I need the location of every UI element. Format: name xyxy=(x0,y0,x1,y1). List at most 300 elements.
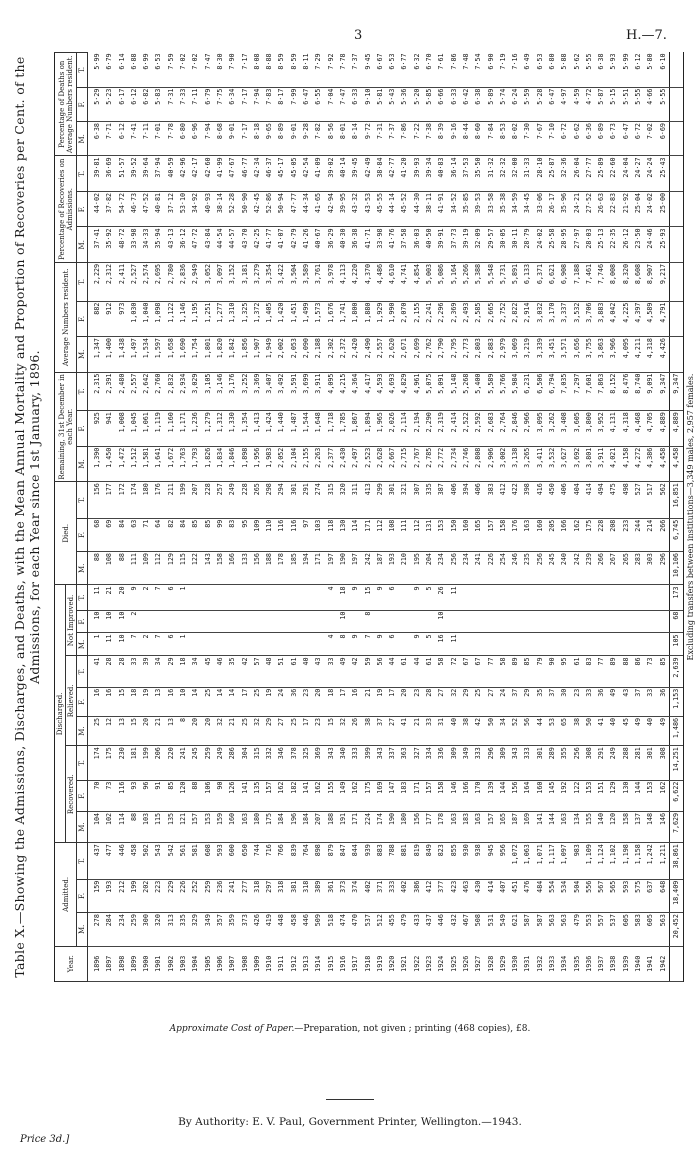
value-cell: 1 xyxy=(177,585,189,610)
value-cell: 5,589 xyxy=(485,372,497,411)
value-cell: 304 xyxy=(239,746,251,780)
value-cell xyxy=(607,610,619,633)
value-cell: 3,591 xyxy=(288,372,300,411)
value-cell: 249 xyxy=(607,746,619,780)
value-cell: 45·17 xyxy=(275,156,287,192)
value-cell xyxy=(398,610,410,633)
value-cell: 581 xyxy=(189,843,201,880)
value-cell xyxy=(312,585,324,610)
value-cell: 29·57 xyxy=(485,227,497,262)
value-cell: 5·28 xyxy=(534,87,546,121)
value-cell: 2,760 xyxy=(152,372,164,411)
value-cell: 28 xyxy=(116,656,128,687)
value-cell xyxy=(583,585,595,610)
value-cell: 41·09 xyxy=(312,156,324,192)
value-cell: 34·45 xyxy=(521,192,533,227)
value-cell: 470 xyxy=(349,913,361,946)
value-cell: 2,229 xyxy=(88,262,104,301)
year-cell: 1923 xyxy=(423,946,435,981)
value-cell: 333 xyxy=(386,879,398,912)
value-cell: 39 xyxy=(140,656,152,687)
value-cell: 5,075 xyxy=(423,372,435,411)
value-cell: 3,883 xyxy=(595,301,607,336)
value-cell: 941 xyxy=(103,411,115,446)
value-cell: 2,715 xyxy=(398,446,410,481)
value-cell: 3,152 xyxy=(226,262,238,301)
value-cell: 27·77 xyxy=(583,156,595,192)
value-cell: 7·48 xyxy=(460,53,472,88)
value-cell: 9 xyxy=(374,633,386,656)
value-cell: 1,102 xyxy=(607,843,619,880)
value-cell: 882 xyxy=(88,301,104,336)
value-cell: 244 xyxy=(632,518,644,551)
value-cell: 121 xyxy=(177,811,189,842)
value-cell: 46·77 xyxy=(239,156,251,192)
value-cell: 6·12 xyxy=(116,122,128,156)
value-cell: 9 xyxy=(128,585,140,610)
value-cell: 2,155 xyxy=(300,446,312,481)
sub-header-f: F. xyxy=(77,610,88,633)
value-cell: 1,800 xyxy=(349,301,361,336)
value-cell: 35·38 xyxy=(497,192,509,227)
value-cell: 4,225 xyxy=(620,301,632,336)
value-cell xyxy=(374,610,386,633)
value-cell: 171 xyxy=(362,518,374,551)
value-cell: 61 xyxy=(398,656,410,687)
value-cell: 143 xyxy=(202,552,214,585)
value-cell xyxy=(546,633,558,656)
value-cell: 605 xyxy=(644,913,656,946)
value-cell: 36 xyxy=(595,687,607,716)
value-cell: 44 xyxy=(534,716,546,745)
total-cell xyxy=(669,227,683,262)
value-cell: 8·01 xyxy=(337,122,349,156)
value-cell: 6,371 xyxy=(534,262,546,301)
value-cell: 47·67 xyxy=(226,156,238,192)
value-cell: 17 xyxy=(239,687,251,716)
table-row xyxy=(239,53,251,982)
value-cell xyxy=(152,610,164,633)
value-cell: 34·33 xyxy=(140,227,152,262)
value-cell: 6,908 xyxy=(558,262,570,301)
value-cell: 41 xyxy=(595,716,607,745)
value-cell: 177 xyxy=(103,482,115,519)
value-cell: 21 xyxy=(362,687,374,716)
col-pct-recoveries: Percentage of Recoveries on Admissions. xyxy=(55,156,77,262)
value-cell xyxy=(534,633,546,656)
value-cell: 22·35 xyxy=(607,227,619,262)
value-cell: 1,119 xyxy=(152,411,164,446)
value-cell: 398 xyxy=(521,482,533,519)
value-cell: 554 xyxy=(546,879,558,912)
value-cell: 47·52 xyxy=(140,192,152,227)
value-cell: 7·61 xyxy=(435,53,447,88)
value-cell: 32·00 xyxy=(509,156,521,192)
value-cell: 823 xyxy=(435,843,447,880)
value-cell: 185 xyxy=(288,552,300,585)
value-cell: 6·80 xyxy=(546,53,558,88)
year-cell: 1897 xyxy=(103,946,115,981)
value-cell: 1,171 xyxy=(177,411,189,446)
value-cell: 8·68 xyxy=(214,122,226,156)
value-cell: 5·36 xyxy=(398,87,410,121)
table-row xyxy=(435,53,447,982)
value-cell: 3,911 xyxy=(312,372,324,411)
value-cell: 289 xyxy=(546,746,558,780)
value-cell: 7·02 xyxy=(189,53,201,88)
value-cell: 1,251 xyxy=(202,301,214,336)
value-cell: 120 xyxy=(607,811,619,842)
value-cell: 2,497 xyxy=(349,446,361,481)
value-cell: 5,984 xyxy=(509,372,521,411)
value-cell: 374 xyxy=(349,879,361,912)
value-cell: 451 xyxy=(509,879,521,912)
value-cell: 13 xyxy=(116,716,128,745)
value-cell: 7,035 xyxy=(558,372,570,411)
sub-header-f: F. xyxy=(77,879,88,912)
value-cell: 2,832 xyxy=(165,372,177,411)
value-cell: 42·17 xyxy=(189,156,201,192)
value-cell: 5·83 xyxy=(152,87,164,121)
value-cell: 7·78 xyxy=(337,53,349,88)
value-cell: 4,589 xyxy=(644,301,656,336)
value-cell: 28·95 xyxy=(558,227,570,262)
value-cell: 112 xyxy=(152,552,164,585)
value-cell: 1,512 xyxy=(128,446,140,481)
value-cell: 133 xyxy=(239,552,251,585)
value-cell xyxy=(325,610,337,633)
value-cell: 20 xyxy=(116,585,128,610)
value-cell: 1,045 xyxy=(128,411,140,446)
value-cell: 567 xyxy=(595,879,607,912)
value-cell: 956 xyxy=(497,843,509,880)
value-cell: 1,242 xyxy=(644,843,656,880)
value-cell: 99 xyxy=(214,518,226,551)
value-cell: 163 xyxy=(448,811,460,842)
value-cell: 7·38 xyxy=(423,122,435,156)
value-cell: 41·99 xyxy=(214,156,226,192)
value-cell: 378 xyxy=(288,746,300,780)
value-cell: 9 xyxy=(374,585,386,610)
value-cell: 2,188 xyxy=(312,337,324,372)
value-cell: 9,091 xyxy=(644,372,656,411)
value-cell: 1,124 xyxy=(595,843,607,880)
value-cell: 151 xyxy=(595,780,607,811)
value-cell: 8,320 xyxy=(620,262,632,301)
value-cell: 228 xyxy=(595,518,607,551)
value-cell: 39·52 xyxy=(128,156,140,192)
value-cell: 5·62 xyxy=(571,53,583,88)
value-cell: 337 xyxy=(386,746,398,780)
col-recovered: Recovered. xyxy=(66,746,77,843)
value-cell: 498 xyxy=(620,482,632,519)
value-cell: 7·22 xyxy=(411,122,423,156)
value-cell: 294 xyxy=(275,482,287,519)
value-cell: 109 xyxy=(140,552,152,585)
value-cell: 26·04 xyxy=(571,156,583,192)
value-cell: 157 xyxy=(189,811,201,842)
value-cell: 44·54 xyxy=(214,227,226,262)
value-cell: 389 xyxy=(312,879,324,912)
value-cell: 333 xyxy=(472,746,484,780)
cost-label: Approximate Cost of Paper. xyxy=(169,1024,295,1034)
sub-header-t: T. xyxy=(77,843,88,880)
value-cell: 1,834 xyxy=(214,446,226,481)
value-cell: 7·37 xyxy=(386,122,398,156)
value-cell: 517 xyxy=(644,482,656,519)
value-cell: 2,302 xyxy=(325,337,337,372)
value-cell: 912 xyxy=(103,301,115,336)
value-cell: 4,158 xyxy=(620,446,632,481)
value-cell: 45·05 xyxy=(288,156,300,192)
value-cell: 340 xyxy=(337,746,349,780)
value-cell: 206 xyxy=(152,746,164,780)
value-cell: 25·87 xyxy=(546,156,558,192)
value-cell: 2,319 xyxy=(435,411,447,446)
value-cell: 508 xyxy=(472,913,484,946)
value-cell: 2,914 xyxy=(521,301,533,336)
value-cell: 346 xyxy=(275,746,287,780)
value-cell xyxy=(263,633,275,656)
value-cell: 301 xyxy=(534,746,546,780)
value-cell xyxy=(632,610,644,633)
value-cell: 111 xyxy=(128,552,140,585)
value-cell: 3,176 xyxy=(226,372,238,411)
value-cell: 3,279 xyxy=(251,262,263,301)
value-cell: 1,211 xyxy=(657,843,670,880)
table-row xyxy=(460,53,472,982)
value-cell: 245 xyxy=(189,746,201,780)
value-cell: 5·80 xyxy=(644,53,656,88)
value-cell: 242 xyxy=(362,552,374,585)
value-cell: 303 xyxy=(644,552,656,585)
value-cell: 83 xyxy=(226,518,238,551)
value-cell: 44·02 xyxy=(88,192,104,227)
year-cell: 1902 xyxy=(165,946,177,981)
value-cell: 22·60 xyxy=(607,156,619,192)
value-cell: 265 xyxy=(620,552,632,585)
value-cell: 8·14 xyxy=(349,122,361,156)
value-cell: 6·42 xyxy=(460,87,472,121)
value-cell: 192 xyxy=(558,780,570,811)
value-cell: 3,369 xyxy=(251,372,263,411)
value-cell: 37·82 xyxy=(103,192,115,227)
value-cell: 28 xyxy=(423,687,435,716)
value-cell: 7·16 xyxy=(509,53,521,88)
value-cell xyxy=(202,610,214,633)
value-cell: 300 xyxy=(140,913,152,946)
value-cell: 474 xyxy=(337,913,349,946)
value-cell: 437 xyxy=(88,843,104,880)
value-cell: 37·41 xyxy=(88,227,104,262)
value-cell: 1,279 xyxy=(202,411,214,446)
value-cell: 2,557 xyxy=(128,372,140,411)
sub-header-t: T. xyxy=(77,262,88,301)
total-cell: 18,409 xyxy=(669,879,683,912)
value-cell: 27 xyxy=(485,687,497,716)
value-cell: 145 xyxy=(546,780,558,811)
year-cell: 1932 xyxy=(534,946,546,981)
value-cell: 42·60 xyxy=(202,156,214,192)
value-cell: 7·29 xyxy=(312,53,324,88)
value-cell: 2,557 xyxy=(374,337,386,372)
value-cell: 296 xyxy=(485,746,497,780)
value-cell: 608 xyxy=(202,843,214,880)
value-cell: 7·17 xyxy=(239,53,251,88)
sub-header-t: T. xyxy=(77,656,88,687)
value-cell: 40 xyxy=(644,716,656,745)
value-cell: 7·71 xyxy=(103,122,115,156)
value-cell: 10 xyxy=(88,610,104,633)
value-cell: 557 xyxy=(595,913,607,946)
value-cell: 4 xyxy=(325,633,337,656)
value-cell: 29 xyxy=(521,687,533,716)
value-cell xyxy=(275,610,287,633)
value-cell: 234 xyxy=(116,913,128,946)
value-cell: 4,397 xyxy=(632,301,644,336)
value-cell: 7·82 xyxy=(312,122,324,156)
value-cell: 4·97 xyxy=(558,87,570,121)
value-cell xyxy=(521,585,533,610)
value-cell: 95 xyxy=(239,518,251,551)
total-cell: 4,889 xyxy=(669,411,683,446)
value-cell: 3,706 xyxy=(583,301,595,336)
value-cell: 5,400 xyxy=(472,372,484,411)
value-cell: 2,808 xyxy=(472,446,484,481)
value-cell: 223 xyxy=(152,879,164,912)
value-cell: 241 xyxy=(472,552,484,585)
value-cell xyxy=(288,585,300,610)
value-cell: 320 xyxy=(152,913,164,946)
value-cell: 29 xyxy=(460,687,472,716)
value-cell: 450 xyxy=(546,482,558,519)
value-cell: 25 xyxy=(239,716,251,745)
year-cell: 1931 xyxy=(521,946,533,981)
value-cell: 318 xyxy=(251,879,263,912)
value-cell: 21·92 xyxy=(620,192,632,227)
value-cell xyxy=(595,633,607,656)
value-cell xyxy=(214,633,226,656)
value-cell: 301 xyxy=(644,746,656,780)
value-cell: 84 xyxy=(177,518,189,551)
value-cell: 1,544 xyxy=(300,411,312,446)
value-cell: 77 xyxy=(595,656,607,687)
value-cell: 41·65 xyxy=(312,192,324,227)
value-cell: 309 xyxy=(497,746,509,780)
value-cell: 527 xyxy=(632,482,644,519)
value-cell xyxy=(571,585,583,610)
value-cell: 41·76 xyxy=(386,227,398,262)
divider xyxy=(326,1099,374,1100)
value-cell xyxy=(423,610,435,633)
value-cell: 104 xyxy=(88,811,104,842)
value-cell: 25·43 xyxy=(657,156,670,192)
statistics-table xyxy=(54,52,684,982)
value-cell xyxy=(226,610,238,633)
value-cell: 226 xyxy=(485,552,497,585)
table-row xyxy=(325,53,337,982)
value-cell: 2,785 xyxy=(423,446,435,481)
value-cell: 103 xyxy=(312,518,324,551)
value-cell: 155 xyxy=(583,811,595,842)
value-cell: 881 xyxy=(398,843,410,880)
year-cell: 1926 xyxy=(460,946,472,981)
value-cell xyxy=(202,585,214,610)
value-cell: 1,347 xyxy=(88,337,104,372)
value-cell xyxy=(657,585,670,610)
value-cell xyxy=(460,585,472,610)
value-cell: 2,699 xyxy=(411,337,423,372)
value-cell: 7,461 xyxy=(583,262,595,301)
value-cell: 534 xyxy=(558,879,570,912)
value-cell: 240 xyxy=(558,552,570,585)
value-cell: 25 xyxy=(251,687,263,716)
rotated-table-region xyxy=(12,52,695,982)
value-cell: 24·27 xyxy=(632,156,644,192)
value-cell: 7·01 xyxy=(152,122,164,156)
value-cell: 6·53 xyxy=(534,53,546,88)
value-cell: 8·08 xyxy=(251,53,263,88)
value-cell: 35·92 xyxy=(103,227,115,262)
value-cell: 3,002 xyxy=(497,446,509,481)
value-cell: 41·07 xyxy=(275,227,287,262)
value-cell: 1,071 xyxy=(534,843,546,880)
value-cell: 112 xyxy=(374,518,386,551)
value-cell: 8·60 xyxy=(472,122,484,156)
sub-header-t: T. xyxy=(77,372,88,411)
value-cell: 5·23 xyxy=(103,87,115,121)
value-cell: 336 xyxy=(435,746,447,780)
value-cell xyxy=(411,610,423,633)
value-cell: 15 xyxy=(116,687,128,716)
value-cell: 37·94 xyxy=(152,156,164,192)
value-cell: 40·81 xyxy=(152,192,164,227)
value-cell: 88 xyxy=(116,552,128,585)
col-died: Died. xyxy=(55,482,77,585)
value-cell: 6·10 xyxy=(657,53,670,88)
value-cell: 1,672 xyxy=(165,446,177,481)
value-cell: 458 xyxy=(128,843,140,880)
value-cell xyxy=(263,585,275,610)
value-cell: 131 xyxy=(423,518,435,551)
value-cell: 1,929 xyxy=(374,301,386,336)
value-cell: 28·03 xyxy=(583,227,595,262)
total-cell: 16,851 xyxy=(669,482,683,519)
value-cell: 309 xyxy=(448,746,460,780)
value-cell: 1,534 xyxy=(140,337,152,372)
value-cell: 169 xyxy=(521,811,533,842)
value-cell: 1,497 xyxy=(128,337,140,372)
value-cell: 1,072 xyxy=(509,843,521,880)
value-cell xyxy=(620,633,632,656)
value-cell: 3,699 xyxy=(300,372,312,411)
value-cell: 402 xyxy=(362,879,374,912)
value-cell: 38 xyxy=(362,716,374,745)
value-cell xyxy=(644,585,656,610)
total-cell: 2,639 xyxy=(669,656,683,687)
value-cell: 36·38 xyxy=(349,227,361,262)
value-cell: 939 xyxy=(362,843,374,880)
value-cell: 307 xyxy=(411,482,423,519)
value-cell: 42·34 xyxy=(251,156,263,192)
value-cell: 416 xyxy=(534,482,546,519)
value-cell: 5 xyxy=(423,585,435,610)
value-cell xyxy=(214,610,226,633)
year-cell: 1905 xyxy=(202,946,214,981)
value-cell: 43·53 xyxy=(362,192,374,227)
value-cell: 63 xyxy=(128,518,140,551)
value-cell: 2,002 xyxy=(275,337,287,372)
